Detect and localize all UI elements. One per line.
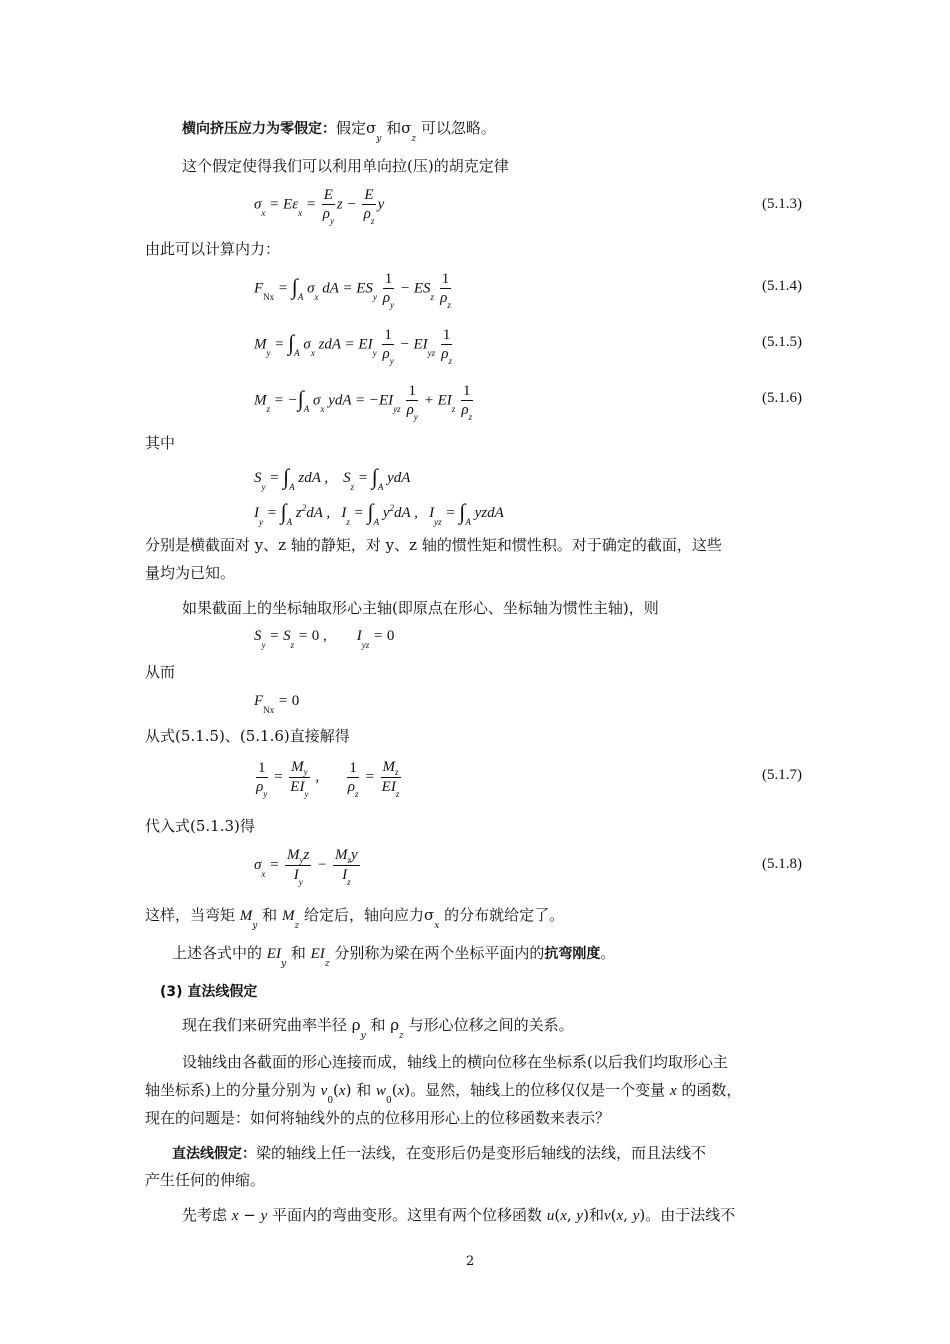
equation-number: (5.1.8) [762,856,802,872]
paragraph-thus: 从而 [145,663,176,681]
paragraph-xy-plane: 先考虑 x − y 平面内的弯曲变形。这里有两个位移函数 u(x, y)和v(x, y)。由于法线不 [182,1206,736,1224]
paragraph-where: 其中 [145,434,176,452]
equation-static-moments: $S_y = \int_A$ zdA , $S_z = \int_A$ ydA [254,464,411,492]
paragraph-axis-line-2: 轴坐标系)上的分量分别为 $v_0(x)$ 和 $w_0(x)$。显然，轴线上的位移仅仅是一个变量 x 的函数， [145,1081,742,1106]
paragraph-axis-line-3: 现在的问题是：如何将轴线外的点的位移用形心上的位移函数来表示？ [145,1109,611,1127]
equation-number: (5.1.6) [762,390,802,406]
page-number: 2 [466,1254,475,1269]
paragraph-internal-force: 由此可以计算内力： [145,240,281,258]
equation-5-1-4: $F_{Nx} = \int_A$ $\sigma_x$ dA = $ES_y$ $\frac{1}{\rho_y}$ − $ES_z$ $\frac{1}{\rho_z}$ [254,271,451,310]
equation-5-1-6: $M_z = -\int_A$ $\sigma_x$ ydA = $-EI_{yz}$ $\frac{1}{\rho_y}$ + $EI_z$ $\frac{1}{\rho_z}$ [254,383,473,422]
equation-5-1-8: $\sigma_x$ = $\frac{M_yz}{I_y}$ − $\frac{M_zy}{I_z}$ [254,847,358,887]
paragraph-axis-line: 设轴线由各截面的形心连接而成，轴线上的横向位移在坐标系(以后我们均取形心主 [182,1053,728,1071]
paragraph-substitute: 代入式(5.1.3)得 [145,817,255,835]
paragraph-hooke: 这个假定使得我们可以利用单向拉(压)的胡克定律 [182,157,509,175]
equation-number: (5.1.5) [762,334,802,350]
paragraph-definitions: 分别是横截面对 y、z 轴的静矩，对 y、z 轴的惯性矩和惯性积。对于确定的截面，这些 [145,536,722,554]
section-heading: (3) 直法线假定 [160,984,258,1000]
paragraph-normal-hypothesis: 直法线假定：梁的轴线上任一法线，在变形后仍是变形后轴线的法线，而且法线不 [172,1144,707,1162]
equation-5-1-5: $M_y = \int_A$ $\sigma_x$ zdA = $EI_y$ $\frac{1}{\rho_y}$ − $EI_{yz}$ $\frac{1}{\rho_z}$ [254,327,452,366]
paragraph-bending-stiffness: 上述各式中的 $EI_y$ 和 $EI_z$ 分别称为梁在两个坐标平面内的抗弯刚度。 [172,944,616,969]
equation-5-1-7: $\frac{1}{\rho_y}$ = $\frac{M_y}{EI_y}$ , $\frac{1}{\rho_z}$ = $\frac{M_z}{EI_z}$ [256,759,400,799]
paragraph-definitions-cont: 量均为已知。 [145,564,236,582]
paragraph-principal-axes: 如果截面上的坐标轴取形心主轴(即原点在形心、坐标轴为惯性主轴)，则 [182,599,659,617]
equation-5-1-3: $\sigma_x = E\varepsilon_x$ = $\frac{E}{\rho_y}$ z − $\frac{E}{\rho_z}$ y [254,187,385,226]
equation-number: (5.1.4) [762,278,802,294]
paragraph-normal-hypothesis-cont: 产生任何的伸缩。 [145,1171,266,1189]
equation-principal-condition: $S_y = S_z = 0$ , $I_{yz} = 0$ [254,628,395,650]
paragraph-stress-distribution: 这样，当弯矩 $M_y$ 和 $M_z$ 给定后，轴向应力$\sigma_x$ 的分布就给定了。 [145,906,565,931]
paragraph-hypothesis: 横向挤压应力为零假定：假定$\sigma_y$ 和$\sigma_z$ 可以忽略。 [182,119,496,144]
paragraph-solve: 从式(5.1.5)、(5.1.6)直接解得 [145,727,350,745]
equation-number: (5.1.7) [762,767,802,783]
equation-inertia-moments: $I_y = \int_A$ $z^2dA$ , $I_z = \int_A$ $y^2dA$ , $I_{yz} = \int_A$ yzdA [254,499,504,527]
equation-axial-force-zero: $F_{Nx} = 0$ [254,693,300,715]
hypothesis-title: 横向挤压应力为零假定： [182,121,336,137]
equation-number: (5.1.3) [762,196,802,212]
paragraph-curvature: 现在我们来研究曲率半径 $\rho_y$ 和 $\rho_z$ 与形心位移之间的关系。 [182,1016,574,1041]
